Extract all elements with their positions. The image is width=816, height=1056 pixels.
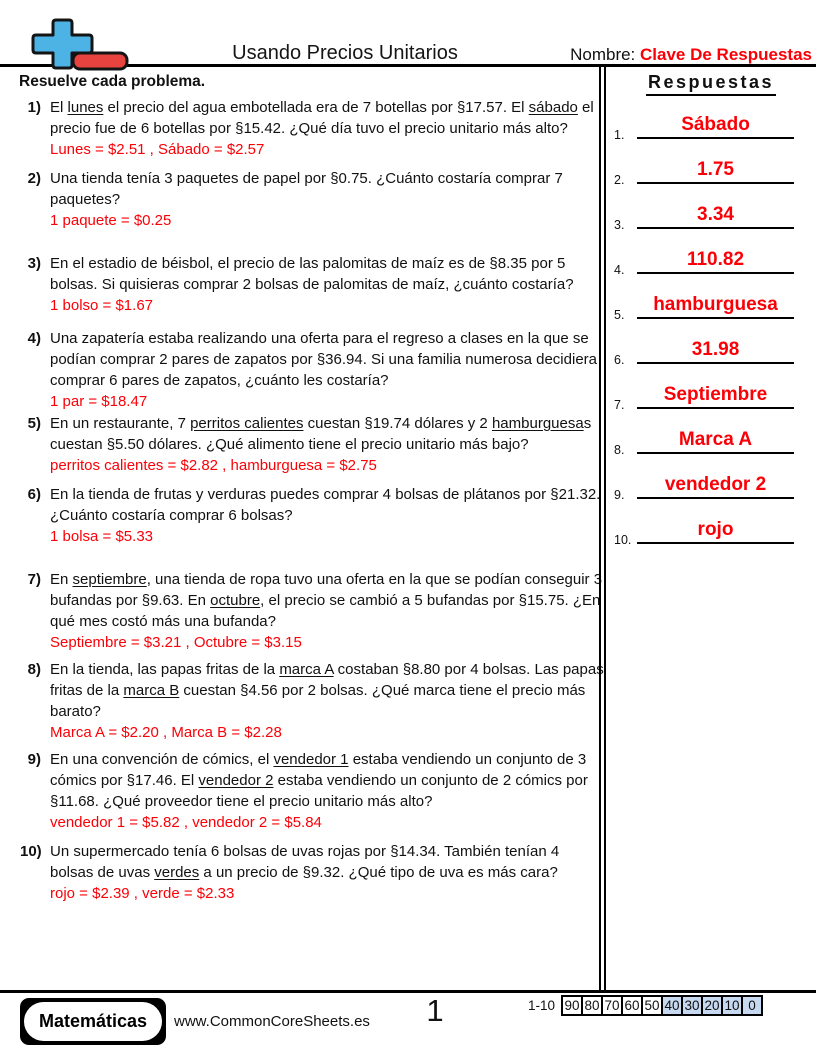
problem-answer: 1 bolsa = $5.33 xyxy=(50,528,154,545)
answer-row xyxy=(606,102,816,147)
score-cell: 80 xyxy=(582,996,602,1015)
problem-text: En el estadio de béisbol, el precio de las palomitas de maíz es de §8.35 por 5 bolsas. Si quisieras comprar 2 bolsas de palomitas de maíz, ¿cuánto costaría? xyxy=(50,255,574,293)
answer-number: 9. xyxy=(614,488,625,502)
score-cell: 30 xyxy=(682,996,702,1015)
problem-body xyxy=(50,328,604,412)
answer-number: 6. xyxy=(614,353,625,367)
answer-row xyxy=(606,237,816,282)
answer-number: 1. xyxy=(614,128,625,142)
problem-text: Una zapatería estaba realizando una oferta para el regreso a clases en la que se podían comprar 2 pares de zapatos por §36.94. Si una familia numerosa decidiera comprar 6 pares de zapatos, ¿cuánto les costaría? xyxy=(50,330,597,389)
answer-row xyxy=(606,417,816,462)
problem-body xyxy=(50,97,604,160)
answer-value: Septiembre xyxy=(663,384,768,405)
problem-answer: 1 par = $18.47 xyxy=(50,393,148,410)
answer-value: 110.82 xyxy=(686,249,745,270)
instructions: Resuelve cada problema. xyxy=(19,73,206,90)
brand-logo-label: Matemáticas xyxy=(24,1002,162,1041)
answer-number: 2. xyxy=(614,173,625,187)
answer-value: hamburguesa xyxy=(653,294,778,315)
answers-title-wrap xyxy=(606,72,816,96)
problem-text: En un restaurante, 7 perritos calientes cuestan §19.74 dólares y 2 hamburguesas cuestan §5.50 dólares. ¿Qué alimento tiene el precio unitario más bajo? xyxy=(50,415,592,453)
answer-number: 7. xyxy=(614,398,625,412)
problem-number: 4) xyxy=(27,330,41,347)
name-row xyxy=(570,45,812,65)
problem-number: 5) xyxy=(27,415,41,432)
answer-row xyxy=(606,147,816,192)
problem-answer: vendedor 1 = $5.82 , vendedor 2 = $5.84 xyxy=(50,814,322,831)
answer-blank-line xyxy=(637,182,794,184)
score-table xyxy=(561,995,763,1016)
problem-text: Una tienda tenía 3 paquetes de papel por §0.75. ¿Cuánto costaría comprar 7 paquetes? xyxy=(50,170,563,208)
problem-number: 6) xyxy=(27,486,41,503)
answer-number: 3. xyxy=(614,218,625,232)
answer-blank-line xyxy=(637,272,794,274)
answer-blank-line xyxy=(637,452,794,454)
answer-number: 4. xyxy=(614,263,625,277)
score-cell: 70 xyxy=(602,996,622,1015)
problem-number: 9) xyxy=(27,751,41,768)
answer-value: Sábado xyxy=(681,114,750,135)
answer-blank-line xyxy=(637,542,794,544)
answer-number: 10. xyxy=(614,533,632,547)
plus-minus-logo-icon xyxy=(28,16,132,72)
score-table-row xyxy=(562,996,762,1015)
answer-key-label: Clave De Respuestas xyxy=(640,45,812,64)
problem-answer: Septiembre = $3.21 , Octubre = $3.15 xyxy=(50,634,302,651)
answer-row xyxy=(606,372,816,417)
score-cell: 50 xyxy=(642,996,662,1015)
problem-body xyxy=(50,841,604,904)
answer-number: 8. xyxy=(614,443,625,457)
score-cell: 10 xyxy=(722,996,742,1015)
answer-value: 1.75 xyxy=(697,159,734,180)
problem-item xyxy=(20,484,604,547)
problem-item xyxy=(20,841,604,904)
problem-text: En la tienda de frutas y verduras puedes comprar 4 bolsas de plátanos por §21.32. ¿Cuánto costaría comprar 6 bolsas? xyxy=(50,486,601,524)
problem-item xyxy=(20,569,604,653)
answer-row xyxy=(606,327,816,372)
problem-body xyxy=(50,168,604,231)
problem-text: Un supermercado tenía 6 bolsas de uvas rojas por §14.34. También tenían 4 bolsas de uvas verdes a un precio de §9.32. ¿Qué tipo de uva es más cara? xyxy=(50,843,560,881)
problem-list xyxy=(20,97,604,904)
score-cell: 20 xyxy=(702,996,722,1015)
answers-title: Respuestas xyxy=(646,72,776,96)
answer-value: 31.98 xyxy=(691,339,740,360)
score-grid xyxy=(528,995,763,1016)
answer-row xyxy=(606,507,816,552)
answer-row xyxy=(606,282,816,327)
score-cell: 40 xyxy=(662,996,682,1015)
problem-item xyxy=(20,659,604,743)
problem-text: En una convención de cómics, el vendedor 1 estaba vendiendo un conjunto de 3 cómics por §17.46. El vendedor 2 estaba vendiendo un conjunto de 2 cómics por §11.68. ¿Qué proveedor tiene el precio unitario más alto? xyxy=(50,751,588,810)
problem-answer: 1 paquete = $0.25 xyxy=(50,212,172,229)
problem-answer: perritos calientes = $2.82 , hamburguesa = $2.75 xyxy=(50,457,377,474)
problem-answer: rojo = $2.39 , verde = $2.33 xyxy=(50,885,235,902)
answer-value: 3.34 xyxy=(697,204,734,225)
problem-item xyxy=(20,328,604,412)
column-divider xyxy=(599,66,606,991)
problem-item xyxy=(20,253,604,316)
problem-number: 10) xyxy=(20,843,42,860)
problem-item xyxy=(20,749,604,833)
problem-answer: Marca A = $2.20 , Marca B = $2.28 xyxy=(50,724,282,741)
answer-value: Marca A xyxy=(678,429,753,450)
problem-number: 7) xyxy=(27,571,41,588)
answer-number: 5. xyxy=(614,308,625,322)
problem-body xyxy=(50,413,604,476)
score-cell: 0 xyxy=(742,996,762,1015)
page-number: 1 xyxy=(426,993,444,1028)
name-label: Nombre: xyxy=(570,45,636,64)
answer-blank-line xyxy=(637,407,794,409)
answer-blank-line xyxy=(637,362,794,364)
answer-row xyxy=(606,462,816,507)
problem-number: 1) xyxy=(27,99,41,116)
problem-body xyxy=(50,749,604,833)
problem-body xyxy=(50,659,604,743)
problem-body xyxy=(50,484,604,547)
problem-body xyxy=(50,253,604,316)
problem-item xyxy=(20,97,604,160)
brand-logo xyxy=(20,998,166,1045)
problem-item xyxy=(20,413,604,476)
problem-text: El lunes el precio del agua embotellada era de 7 botellas por §17.57. El sábado el precio fue de 6 botellas por §15.42. ¿Qué día tuvo el precio unitario más alto? xyxy=(50,99,594,137)
score-range-label: 1-10 xyxy=(528,998,556,1013)
problem-body xyxy=(50,569,604,653)
website-url: www.CommonCoreSheets.es xyxy=(174,1013,370,1030)
problem-answer: Lunes = $2.51 , Sábado = $2.57 xyxy=(50,141,265,158)
score-cell: 60 xyxy=(622,996,642,1015)
problem-text: En septiembre, una tienda de ropa tuvo una oferta en la que se podían conseguir 3 bufandas por §9.63. En octubre, el precio se cambió a 5 bufandas por §15.75. ¿En qué mes costó más una bufanda? xyxy=(50,571,603,630)
page-title: Usando Precios Unitarios xyxy=(232,42,458,64)
answer-blank-line xyxy=(637,497,794,499)
problem-number: 8) xyxy=(27,661,41,678)
answer-blank-line xyxy=(637,317,794,319)
problem-number: 2) xyxy=(27,170,41,187)
answer-blank-line xyxy=(637,227,794,229)
problem-text: En la tienda, las papas fritas de la marca A costaban §8.80 por 4 bolsas. Las papas fritas de la marca B cuestan §4.56 por 2 bolsas. ¿Qué marca tiene el precio más barato? xyxy=(50,661,604,720)
answers-panel xyxy=(606,64,816,991)
answer-value: vendedor 2 xyxy=(664,474,767,495)
answer-value: rojo xyxy=(697,519,734,540)
answer-blank-line xyxy=(637,137,794,139)
problem-number: 3) xyxy=(27,255,41,272)
problem-answer: 1 bolso = $1.67 xyxy=(50,297,154,314)
answer-row xyxy=(606,192,816,237)
problem-item xyxy=(20,168,604,231)
answer-list xyxy=(606,102,816,552)
score-cell: 90 xyxy=(562,996,582,1015)
